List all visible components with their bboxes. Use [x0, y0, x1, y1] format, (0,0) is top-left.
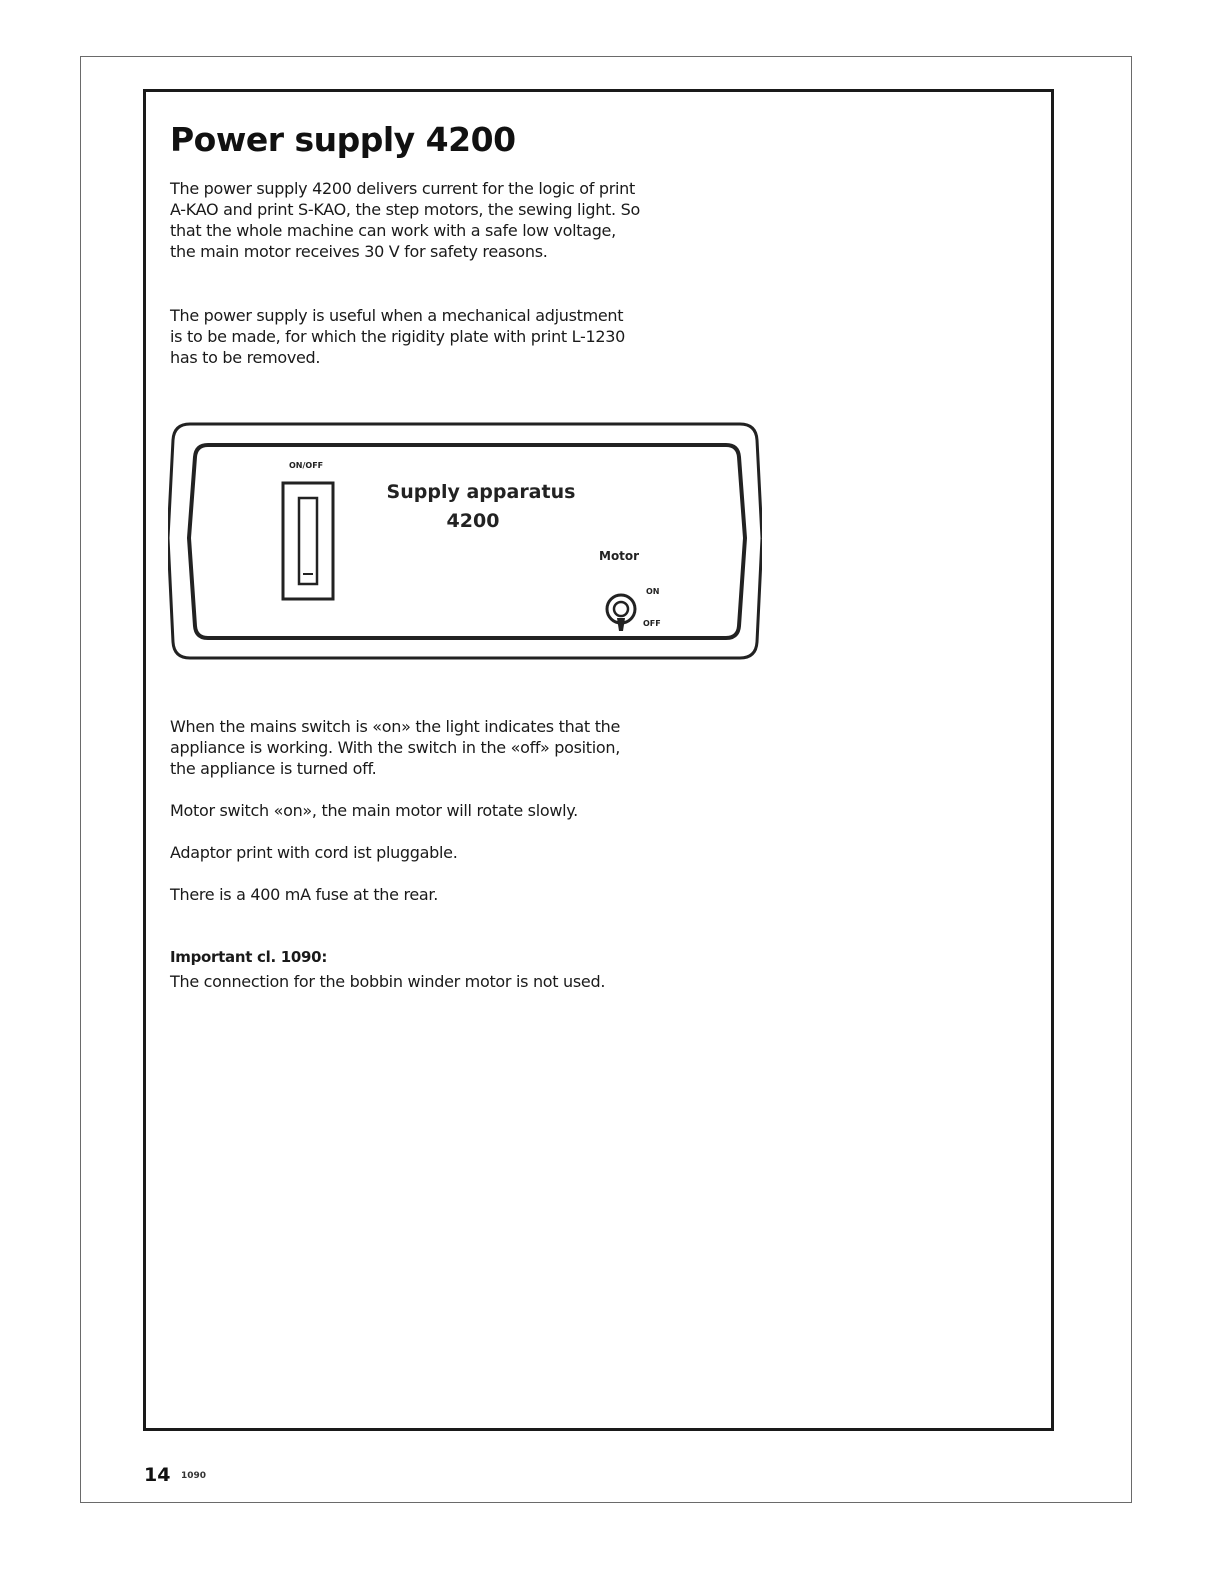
important-heading: Important cl. 1090:	[170, 948, 328, 966]
usage-paragraph: The power supply is useful when a mechanical adjustment is to be made, for which the rigidity plate with print L-1230 has to be removed.	[170, 306, 625, 367]
motor-toggle-inner	[614, 602, 628, 616]
motor-on-label: ON	[646, 587, 660, 596]
motor-label: Motor	[599, 549, 640, 563]
switch-label: ON/OFF	[289, 461, 324, 470]
page-title: Power supply 4200	[170, 120, 516, 159]
important-text: The connection for the bobbin winder motor is not used.	[170, 972, 606, 991]
adaptor-text: Adaptor print with cord ist pluggable.	[170, 843, 458, 862]
front-panel-illustration	[168, 420, 762, 662]
mains-switch-rocker	[299, 498, 317, 584]
intro-paragraph: The power supply 4200 delivers current for the logic of print A-KAO and print S-KAO, the step motors, the sewing light. So that the whole machine can work with a safe low voltage, the main motor receives 30 V for safety reasons.	[170, 179, 640, 261]
apparatus-name-line2: 4200	[446, 510, 500, 532]
supply-apparatus-diagram	[168, 420, 762, 662]
inner-panel	[189, 445, 745, 638]
apparatus-name-line1: Supply apparatus	[386, 481, 576, 503]
mains-switch-paragraph: When the mains switch is «on» the light indicates that the appliance is working. With the switch in the «off» position, the appliance is turned off.	[170, 717, 621, 778]
page-number: 14	[144, 1464, 171, 1486]
motor-off-label: OFF	[643, 619, 661, 628]
doc-code: 1090	[181, 1471, 207, 1481]
fuse-text: There is a 400 mA fuse at the rear.	[170, 885, 439, 904]
motor-switch-text: Motor switch «on», the main motor will rotate slowly.	[170, 801, 578, 820]
